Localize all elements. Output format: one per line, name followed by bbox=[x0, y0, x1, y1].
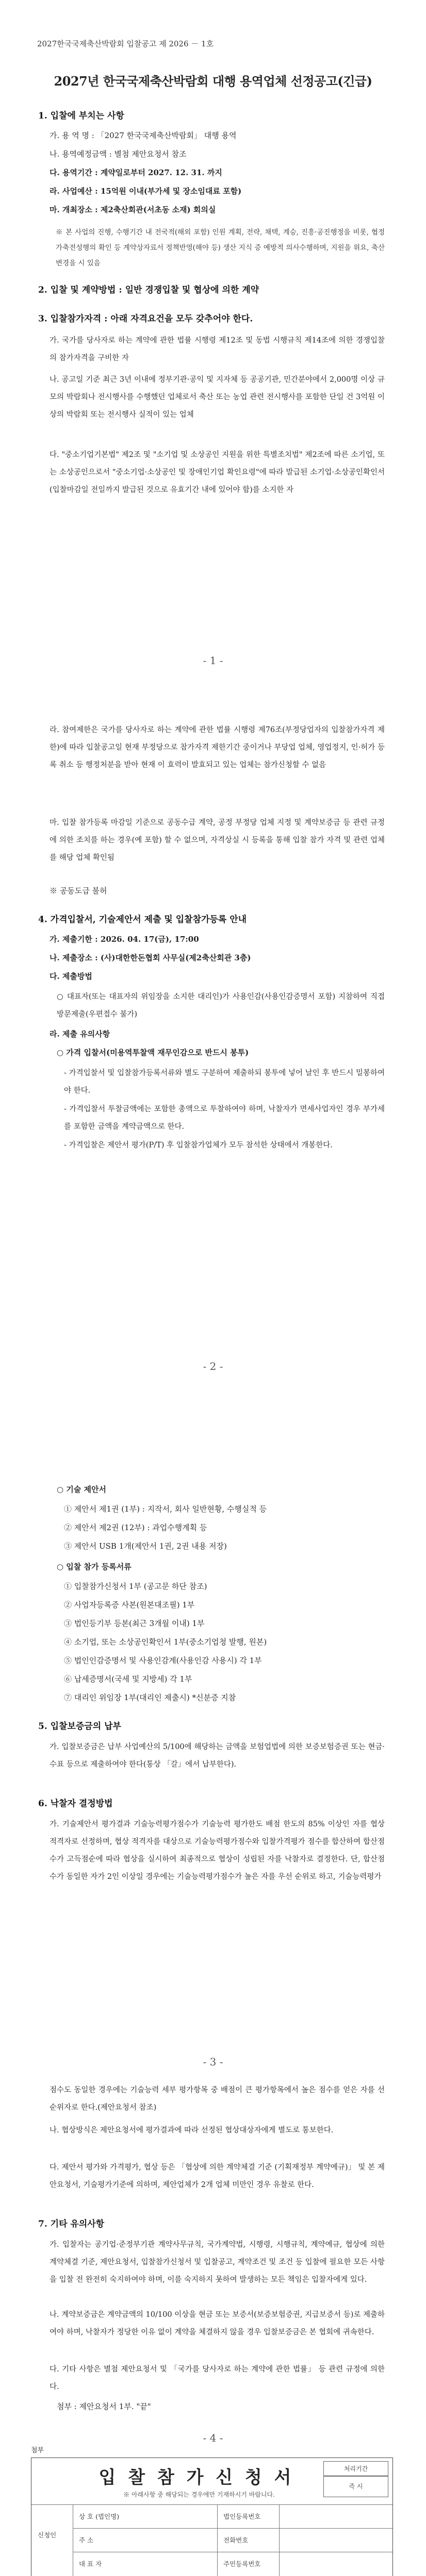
page-break-2: - 2 - bbox=[203, 1360, 223, 1372]
submission-deadline: 가. 제출기한 : 2026. 04. 17(금), 17:00 bbox=[50, 935, 199, 944]
attachment-line: 첨부 : 제안요청서 1부. "끝" bbox=[57, 2402, 151, 2411]
section-3-heading: 3. 입찰참가자격 : 아래 자격요건을 모두 갖추어야 한다. bbox=[38, 314, 253, 324]
qualification-ra: 라. 참여제한은 국가를 당사자로 하는 계약에 관한 법률 시행령 제76조(부정당업자의 입찰참가자격 제한)에 따라 입찰공고일 현재 부정당으로 참가자격 제한기간 중이거나 부당업 업체, 영업정지, 인·허가 등록 취소 등 행정처분을 받아 현재 이 효력이 발효되고 있는 업체는 참가신청할 수 없음 bbox=[50, 726, 385, 769]
applicant-label: 신청인 bbox=[38, 2531, 57, 2539]
form-subtitle: ※ 아래사항 중 해당되는 경우에만 기재하시기 바랍니다. bbox=[123, 2491, 275, 2498]
form-divider bbox=[73, 2528, 392, 2529]
service-budget: 나. 용역예정금액 : 별첨 제안요청서 참조 bbox=[50, 149, 187, 159]
row-address: 주 소 bbox=[79, 2536, 94, 2544]
bid-bond-text: 가. 입찰보증금은 납부 사업예산의 5/100에 해당하는 금액을 보험업법에 의한 보증보험증권 또는 현금·수표 등으로 제출하여야 한다(통상 「갈」에서 납부한다). bbox=[50, 1743, 385, 1769]
page-break-1: - 1 - bbox=[203, 654, 223, 667]
bid-application-form bbox=[31, 2458, 393, 2576]
form-divider bbox=[217, 2504, 218, 2576]
section-7-heading: 7. 기타 유의사항 bbox=[38, 2219, 105, 2229]
section-2-heading: 2. 입찰 및 계약방법 : 일반 경쟁입찰 및 협상에 의한 계약 bbox=[38, 285, 259, 295]
registration-doc: ② 사업자등록증 사본(원본대조필) 1부 bbox=[64, 1600, 195, 1609]
award-method-ga-cont: 점수도 동일한 경우에는 기술능력 세부 평가항목 중 배점이 큰 평가항목에서 높은 점수를 얻은 자를 선순위자로 한다.(제안요청서 참조) bbox=[50, 2086, 385, 2112]
row-representative: 대 표 자 bbox=[79, 2560, 102, 2568]
qualification-da: 다. "중소기업기본법" 제2조 및 "소기업 및 소상공인 지원을 위한 특별조치법" 제2조에 따른 소기업, 또는 소상공인으로서 "중소기업·소상공인 및 장애인기업 확인요령"에 따라 발급된 소기업·소상공인확인서(입찰마감일 전일까지 발급된 것으로 유효기간 내에 있어야 함)를 소지한 자 bbox=[50, 451, 385, 494]
registration-doc: ③ 법인등기부 등본(최근 3개월 이내) 1부 bbox=[64, 1619, 205, 1628]
tech-proposal-item: ③ 제안서 USB 1개(제안서 1권, 2권 내용 저장) bbox=[64, 1541, 227, 1551]
section-1-note: ※ 본 사업의 진행, 수행기간 내 전국적(해외 포함) 인원 계획, 전략, 채택, 계승, 진흥·공진행정을 비롯, 협정가축전성행의 확인 등 계약상자료서 정책반영(해야 등) 생산 지식 증 예방적 의사수행하며, 지원을 위요, 축산 변경을 시 있음 bbox=[56, 228, 385, 267]
row-company-name: 상 호 (법인명) bbox=[79, 2513, 120, 2520]
registration-doc: ④ 소기업, 또는 소상공인확인서 1부(중소기업청 발행, 원본) bbox=[64, 1637, 267, 1647]
row-corp-number: 법인등록번호 bbox=[223, 2513, 261, 2520]
page-break-4: - 4 - bbox=[203, 2432, 223, 2444]
tech-proposal-item: ① 제안서 제1권 (1부) : 지작서, 회사 일반현황, 수행실적 등 bbox=[64, 1504, 267, 1514]
section-4-heading: 4. 가격입찰서, 기술제안서 제출 및 입찰참가등록 안내 bbox=[38, 914, 247, 925]
registration-doc: ⑦ 대리인 위임장 1부(대리인 제출시) *신분증 지참 bbox=[64, 1693, 236, 1702]
form-divider bbox=[31, 2504, 392, 2505]
award-method-da: 다. 제안서 평가와 가격평가, 협상 등은 「협상에 의한 계약체결 기준 (기획재정부 계약예규)」 및 본 제안요청서, 기술평가기준에 의하며, 제안업체가 2개 업체 미만인 경우 유찰로 한다. bbox=[50, 2163, 385, 2189]
page-break-3: - 3 - bbox=[203, 2056, 223, 2068]
caution-na: 나. 계약보증금은 계약금액의 10/100 이상을 현금 또는 보증서(보증보험증권, 지급보증서 등)로 제출하여야 하며, 낙찰자가 정당한 이유 없이 계약을 체결하지 않을 경우 입찰보증금은 본 협회에 귀속한다. bbox=[50, 2311, 385, 2336]
submission-method: ○ 대표자(또는 대표자의 위임장을 소지한 대리인)가 사용인감(사용인감증명서 포함) 지참하여 직접 방문제출(우편접수 불가) bbox=[57, 993, 385, 1019]
service-period: 다. 용역기간 : 계약일로부터 2027. 12. 31. 까지 bbox=[50, 168, 222, 177]
form-title: 입 찰 참 가 신 청 서 bbox=[99, 2467, 294, 2488]
submission-method-heading: 다. 제출방법 bbox=[50, 972, 92, 981]
processing-period-label: 처리기간 bbox=[323, 2461, 388, 2477]
price-bid-note-3: - 가격입찰은 제안서 평가(P/T) 후 입찰참가업체가 모두 참석한 상태에서 개봉한다. bbox=[64, 1141, 333, 1149]
form-divider bbox=[279, 2504, 280, 2576]
document-title: 2027년 한국국제축산박람회 대행 용역업체 선정공고(긴급) bbox=[54, 74, 372, 89]
price-bid-note-1: - 가격입찰서 및 입찰참가등록서류와 별도 구분하여 제출하되 봉투에 넣어 날인 후 반드시 밀봉하여야 한다. bbox=[64, 1069, 385, 1095]
submission-notes-heading: 라. 제출 유의사항 bbox=[50, 1029, 110, 1039]
row-phone: 전화번호 bbox=[223, 2536, 249, 2544]
service-budget-limit: 라. 사업예산 : 15억원 이내(부가세 및 장소임대료 포함) bbox=[50, 187, 242, 196]
award-method-na: 나. 협상방식은 제안요청서에 평가결과에 따라 선정된 협상대상자에게 별도로 통보한다. bbox=[50, 2126, 334, 2134]
tech-proposal-heading: ○ 기술 제안서 bbox=[57, 1485, 106, 1494]
award-method-ga: 가. 기술제안서 평가결과 기술능력평가점수가 기술능력 평가한도 배점 한도의 85% 이상인 자를 협상 적격자로 선정하며, 협상 적격자를 대상으로 기술능력평가점수와 입찰가격평가 점수를 합산하여 합산점수가 고득점순에 따라 협상을 실시하여 최종적으로 협상이 성립된 자를 낙찰자로 결정한다. 단, 합산점수가 동일한 자가 2인 이상일 경우에는 기술능력평가점수가 높은 자를 우선 순위로 하고, 기술능력평가 bbox=[50, 1820, 385, 1881]
joint-bid-note: ※ 공동도급 불허 bbox=[50, 886, 107, 895]
price-bid-heading: ○ 가격 입찰서(미용역투찰액 재무인감으로 반드시 봉투) bbox=[57, 1048, 249, 1057]
section-6-heading: 6. 낙찰자 결정방법 bbox=[38, 1799, 113, 1809]
submission-place: 나. 제출장소 : (사)대한한돈협회 사무실(제2축산회관 3층) bbox=[50, 953, 251, 962]
caution-da: 다. 기타 사항은 별첨 제안요청서 및 「국가를 당사자로 하는 계약에 관한 법률」 등 관련 규정에 의한다. bbox=[50, 2365, 385, 2391]
price-bid-note-2: - 가격입찰서 투찰금액에는 포함한 총액으로 투찰하여야 하며, 낙찰자가 면세사업자인 경우 부가세를 포함한 금액을 계약금액으로 한다. bbox=[64, 1105, 385, 1131]
registration-doc: ⑥ 납세증명서(국세 및 지방세) 각 1부 bbox=[64, 1674, 192, 1684]
caution-ga: 가. 입찰자는 공기업·준정부기관 계약사무규칙, 국가계약법, 시행령, 시행규칙, 계약예규, 협상에 의한 계약체결 기준, 제안요청서, 입찰참가신청서 및 입찰공고, 계약조건 및 조건 등 입찰에 필요한 모든 사항을 입찰 전 완전히 숙지하여야 하며, 이를 숙지하지 못하여 발생하는 모든 책임은 입찰자에게 있다. bbox=[50, 2241, 385, 2284]
registration-docs-heading: ○ 입찰 참가 등록서류 bbox=[57, 1562, 132, 1571]
row-resident-number: 주민등록번호 bbox=[223, 2560, 261, 2568]
section-5-heading: 5. 입찰보증금의 납부 bbox=[38, 1721, 121, 1732]
announcement-number: 2027한국국제축산박람회 입찰공고 제 2026 － 1호 bbox=[37, 39, 214, 48]
processing-period-value: 즉 시 bbox=[323, 2476, 388, 2497]
section-1-heading: 1. 입찰에 부치는 사항 bbox=[38, 111, 124, 121]
qualification-ma: 마. 입찰 참가등록 마감일 기준으로 공동수급 계약, 공정 부정당 업체 지정 및 계약보증금 등 관련 규정에 의한 조치를 하는 경우(예 포함) 할 수 없으며, 자격상실 시 등록을 통해 입찰 참가 자격 및 관련 업체를 해당 업체 확인됨 bbox=[50, 819, 385, 862]
qualification-na: 나. 공고일 기준 최근 3년 이내에 정부기관·공익 및 지자체 등 공공기관, 민간분야에서 2,000명 이상 규모의 박람회나 전시행사를 수행했던 업체로서 축산 또는 농업 관련 전시행사를 포함한 단일 건 3억원 이상의 박람회 또는 전시행사 실적이 있는 업체 bbox=[50, 376, 385, 419]
registration-doc: ⑤ 법인인감증명서 및 사용인감계(사용인감 사용시) 각 1부 bbox=[64, 1656, 262, 1665]
registration-doc: ① 입찰참가신청서 1부 (공고문 하단 참조) bbox=[64, 1582, 207, 1591]
tech-proposal-item: ② 제안서 제2권 (12부) : 과업수행계획 등 bbox=[64, 1523, 207, 1532]
service-name: 가. 용 역 명 : 「2027 한국국제축산박람회」 대행 용역 bbox=[50, 131, 237, 140]
form-attachment-label: 첨부 bbox=[31, 2447, 44, 2454]
service-venue: 마. 개최장소 : 제2축산회관(서초동 소재) 회의실 bbox=[50, 205, 216, 214]
qualification-ga: 가. 국가를 당사자로 하는 계약에 관한 법률 시행령 제12조 및 동법 시행규칙 제14조에 의한 경쟁입찰의 참가자격을 구비한 자 bbox=[50, 336, 385, 362]
